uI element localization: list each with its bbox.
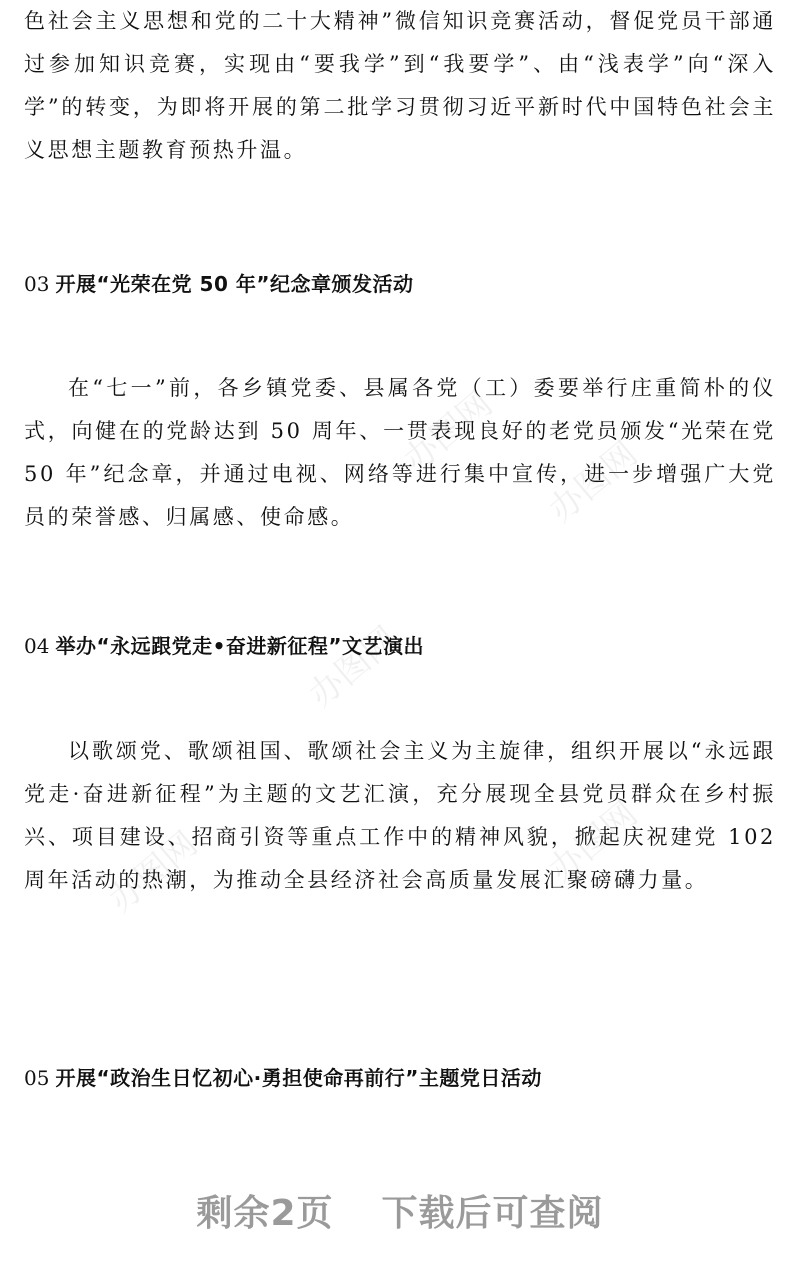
section-number: 04 — [24, 634, 50, 658]
watermark: 办图网 — [541, 434, 646, 531]
watermark: 办图网 — [101, 824, 206, 921]
remaining-pages-label: 剩余2页 — [196, 1193, 334, 1234]
watermark: 办图网 — [301, 619, 406, 716]
paragraph-medal-ceremony: 在“七一”前，各乡镇党委、县属各党（工）委要举行庄重简朴的仪式，向健在的党龄达到 50 周年、一贯表现良好的老党员颁发“光荣在党 50 年”纪念章，并通过电视、网络等进行集中宣传，进一步增强广大党员的荣誉感、归属感、使命感。 — [24, 376, 776, 529]
download-to-view-label: 下载后可查阅 — [381, 1193, 604, 1234]
section-heading-05 — [24, 1064, 776, 1092]
paragraph-art-performance: 以歌颂党、歌颂祖国、歌颂社会主义为主旋律，组织开展以“永远跟党走·奋进新征程”为主题的文艺汇演，充分展现全县党员群众在乡村振兴、项目建设、招商引资等重点工作中的精神风貌，掀起庆祝建党 102 周年活动的热潮，为推动全县经济社会高质量发展汇聚磅礴力量。 — [24, 739, 776, 892]
section-title: 举办“永远跟党走•奋进新征程”文艺演出 — [55, 634, 425, 658]
section-number: 05 — [24, 1066, 50, 1090]
download-prompt-banner[interactable] — [0, 1185, 800, 1236]
watermark: 办图网 — [541, 794, 646, 891]
section-heading-04 — [24, 632, 776, 660]
section-title: 开展“政治生日忆初心·勇担使命再前行”主题党日活动 — [55, 1066, 542, 1090]
section-heading-03 — [24, 270, 776, 298]
section-title: 开展“光荣在党 50 年”纪念章颁发活动 — [55, 272, 414, 296]
watermark: 办图网 — [396, 384, 501, 481]
paragraph-intro-continued: 色社会主义思想和党的二十大精神”微信知识竞赛活动，督促党员干部通过参加知识竞赛，实现由“要我学”到“我要学”、由“浅表学”向“深入学”的转变，为即将开展的第二批学习贯彻习近平新时代中国特色社会主义思想主题教育预热升温。 — [24, 9, 776, 162]
section-number: 03 — [24, 272, 50, 296]
